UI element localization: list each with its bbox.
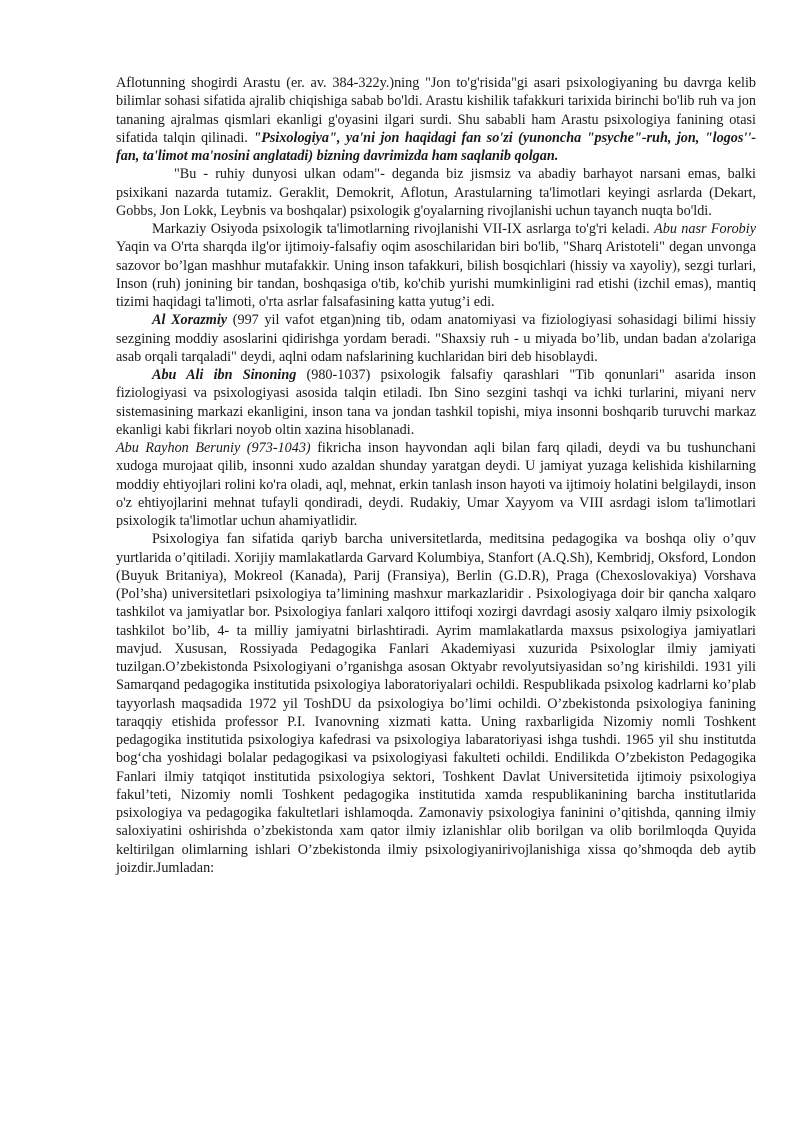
scholar-name-ibn-sino: Abu Ali ibn Sinoning <box>152 367 297 383</box>
paragraph-ibn-sino <box>116 366 756 439</box>
paragraph-text: Aflotunning shogirdi Arastu (er. av. 384-322y.)ning "Jon to'g'risida"gi asari psixologiyaning bu davrga kelib bilimlar sohasi sifatida ajralib chiqishiga sabab bo'ldi. Arastu kishilik tafakkuri tarixida birinchi bo'lib ruh va jon tananing ajralmas qismlari ekanligi g'oyasini ilgari surdi. Shu sababli ham Arastu psixologiya fanining otasi sifatida talqin qilinadi. <box>116 75 756 146</box>
paragraph-forobiy <box>116 220 756 311</box>
scholar-name-forobiy: Abu nasr Forobiy <box>654 221 757 237</box>
scholar-name-xorazmiy: Al Xorazmiy <box>152 312 228 329</box>
paragraph-text: (980-1037) psixologik falsafiy qarashlari "Tib qonunlari" asarida inson fiziologiyasi va psixologiyasi asosida talqin etiladi. Ibn Sino sezgini tashqi va ichki turlarini, miyani nerv sistemasining markazi ekanligini, inson tana va jondan tashkil topishi, miya insonni boshqarib turuvchi markaz ekanligi kabi fikrlari noyob oltin xazina hisoblanadi. <box>116 367 756 438</box>
paragraph-text: Markaziy Osiyoda psixologik ta'limotlarning rivojlanishi VII-IX asrlarga to'g'ri keladi. <box>152 221 655 237</box>
paragraph-xorazmiy <box>116 311 756 366</box>
psixologiya-definition: "Psixologiya", ya'ni jon haqidagi fan so'zi (yunoncha "psyche"-ruh, jon, "logos''-fan, ta'limot ma'nosini anglatadi) bizning davrimizda ham saqlanib qolgan. <box>116 129 756 164</box>
paragraph-beruniy <box>116 439 756 530</box>
paragraph-text: Yaqin va O'rta sharqda ilg'or ijtimoiy-falsafiy oqim asoschilaridan biri bo'lib, "Sharq Aristoteli" degan unvonga sazovor bo’lgan mashhur mutafakkir. Uning inson tafakkuri, bilish bosqichlari (hissiy va xayoliy), sezgi turlari, Inson (ruh) jonining bir tandan, boshqasiga o'tib, ko'chib yurishi mumkinligini rad etishi (izchil emas), mantiq tizimi haqidagi ta'limoti, o'rta asrlar falsafasining katta yutug’i edi. <box>116 239 756 310</box>
paragraph-ruhiy-dunyo: "Bu - ruhiy dunyosi ulkan odam"- deganda biz jismsiz va abadiy barhayot narsani emas, balki psixikani nazarda tutamiz. Geraklit, Demokrit, Aflotun, Arastularning ta'limotlari keyingi asrlarda (Dekart, Gobbs, Jon Lokk, Leybnis va boshqalar) psixologik g'oyalarning rivojlanishi uchun tayanch nuqta bo'ldi. <box>116 166 756 219</box>
paragraph-text: fikricha inson hayvondan aqli bilan farq qiladi, deydi va bu tushunchani xudoga murojaat qilib, insonni xudo azaldan shunday yaratgan deydi. U jamiyat yuzaga kelishida kishilarning moddiy ehtiyojlari rolini ko'ra oladi, aql, mehnat, erkin tanlash inson hayoti va ijtimoiy holatini belgilaydi, inson o'z ehtiyojlarini mehnat tufayli qondiradi, deydi. Rudakiy, Umar Xayyom va VIII asrdagi islom ta'limotlari psixologik ta'limotlar uchun ahamiyatlidir. <box>116 440 756 529</box>
paragraph-psixologiya-fan: Psixologiya fan sifatida qariyb barcha universitetlarda, meditsina pedagogika va boshqa oliy o’quv yurtlarida o’qitiladi. Xorijiy mamlakatlarda Garvard Kolumbiya, Stanfort (A.Q.Sh), Kembridj, Oksford, London (Buyuk Britaniya), Mokreol (Kanada), Parij (Fransiya), Berlin (G.D.R), Praga (Chexoslovakiya) Vorshava (Pol’sha) universitetlari psixologiya ta’limining mashxur markazlaridir . Psixologiyaga doir bir qancha xalqaro tashkilot va jamiyatlar bor. Psixologiya fanlari xalqoro ittifoqi xozirgi davrdagi asosiy xalqaro ilmiy psixologik tashkilot bo’lib, 4- ta milliy jamiyatni birlashtiradi. Ayrim mamlakatlarda maxsus psixologiya jamiyatlari mavjud. Xususan, Rossiyada Pedagogika Fanlari Akademiyasi xuzurida Psixologlar ilmiy jamiyati tuzilgan.O’zbekistonda Psixologiyani o’rganishga asosan Oktyabr revolyutsiyasidan so’ng kirishildi. 1931 yili Samarqand pedagogika institutida psixologiya laboratoriyalari ochildi. Respublikada psixolog kadrlarni ko’plab tayyorlash maqsadida 1972 yil ToshDU da psixologiya bo’limi ochildi. O’zbekistonda psixologiya fanining taraqqiy etishida professor P.I. Ivanovning xizmati katta. Uning raxbarligida Nizomiy nomli Toshkent pedagogika institutida psixologiya kafedrasi va psixologiya labaratoriyasi ishga tushdi. 1965 yil shu institutda bog‘cha yoshidagi bolalar pedagogikasi va psixologiyasi fakulteti ochildi. Endilikda O’zbekiston Pedagogika Fanlari ilmiy tatqiqot institutida psixologiya sektori, Toshkent Davlat Universitetida ijtimoiy psixologiya fakul’teti, Nizomiy nomli Toshkent pedagogika institutida xamda respublikanining barcha institutlarida psixologiya va pedagogika fakultetlari ishlamoqda. Zamonaviy psixologiya faninini o’qitishda, qanning ilmiy saloxiyatini oshirishda o’zbekistonda xam qator ilmiy izlanishlar olib borilgan va olib borilmloqda Quyida keltirilgan olimlarning ishlari O’zbekistonda ilmiy psixologiyanirivojlanishiga xissa qo’shmoqda deb aytib joizdir.Jumladan: <box>116 531 756 876</box>
paragraph-arastu <box>116 74 756 165</box>
document-page <box>116 74 756 877</box>
paragraph-text: (997 yil vafot etgan)ning tib, odam anatomiyasi va fiziologiyasi sohasidagi bilimi hissiy sezgining moddiy asoslarini qidirishga yordam beradi. "Shaxsiy ruh - u miyada bo’lib, undan badan a'zolariga asab orqali tarqaladi" deydi, aqlni odam nafslarining kuchlaridan biri deb hisoblaydi. <box>116 312 757 365</box>
scholar-name-beruniy: Abu Rayhon Beruniy (973-1043) <box>116 440 311 456</box>
